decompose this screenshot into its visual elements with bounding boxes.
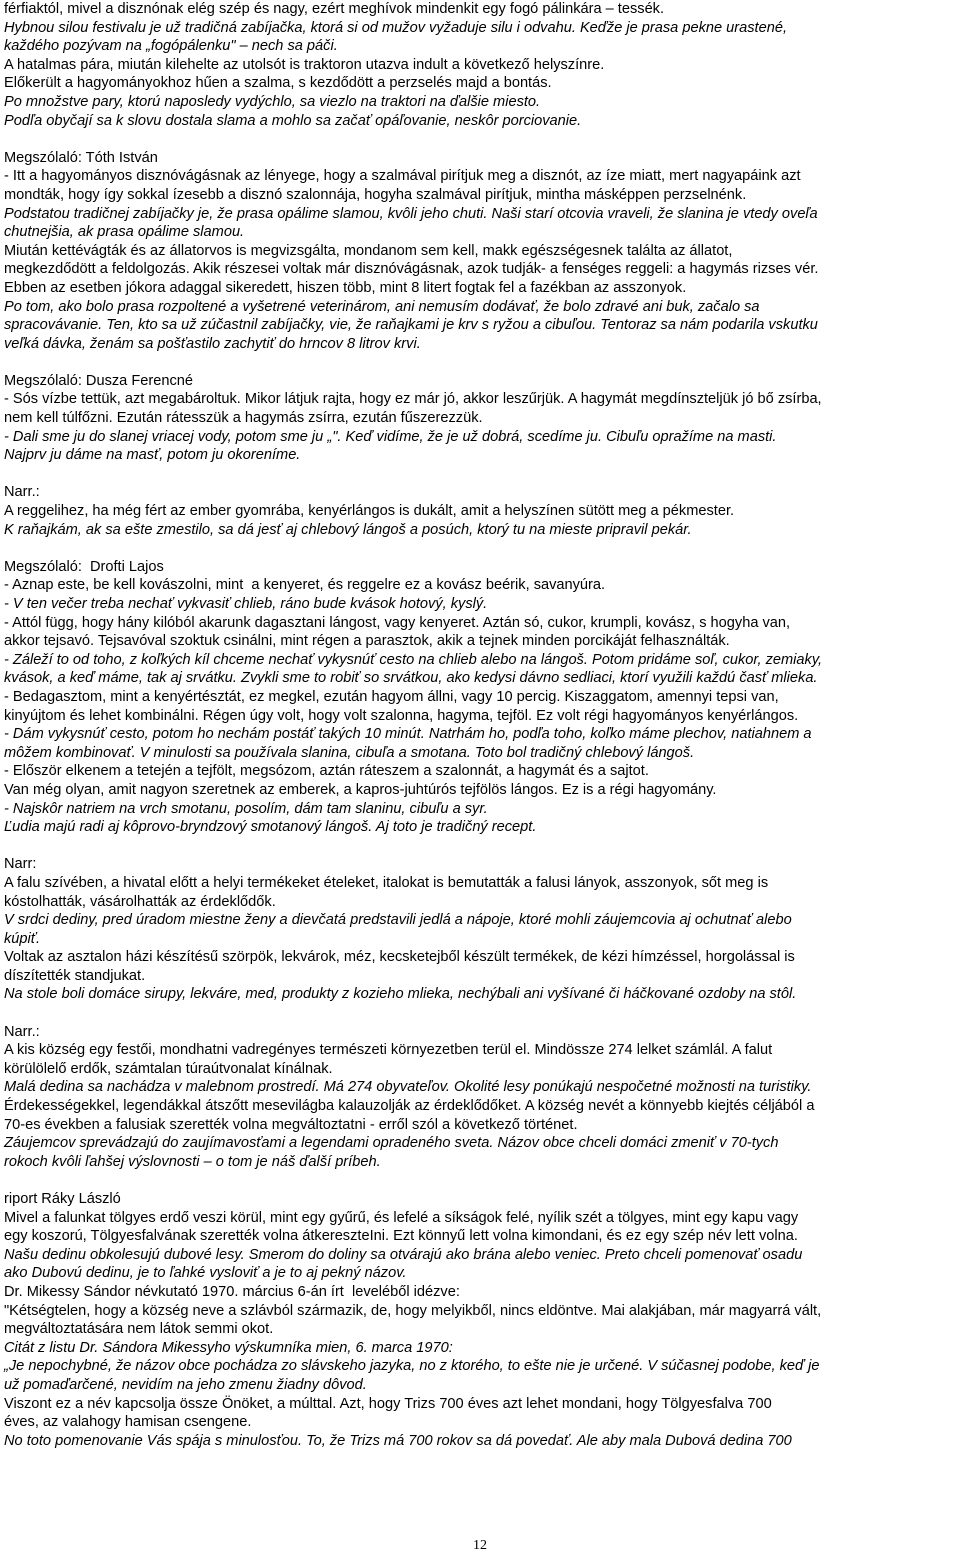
text-line: - Aznap este, be kell kovászolni, mint a kenyeret, és reggelre ez a kovász beérik, savanyúra. xyxy=(4,577,606,594)
slovak-text-line: Našu dedinu obkolesujú dubové lesy. Smerom do doliny sa otvárajú ako brána alebo veniec. Preto chceli pomenovať osadu xyxy=(4,1246,803,1263)
text-line: éves, az valahogy hamisan csengene. xyxy=(4,1414,252,1431)
blank-line xyxy=(4,1171,960,1190)
slovak-text-line: - Najskôr natriem na vrch smotanu, posolím, dám tam slaninu, cibuľu a syr. xyxy=(4,800,488,817)
text-line: Narr.: xyxy=(4,484,40,501)
text-line: Megszólaló: Tóth István xyxy=(4,149,158,166)
text-line: nem kell túlfőzni. Ezután rátesszük a hagymás zsírra, ezután fűszerezzük. xyxy=(4,410,483,427)
slovak-text-line: veľká dávka, ženám sa pošťastilo zachytiť do hrncov 8 litrov krvi. xyxy=(4,335,421,352)
blank-line xyxy=(4,353,960,372)
slovak-text-line: ako Dubovú dedinu, je to ľahké vysloviť a je to aj pekný názov. xyxy=(4,1265,407,1282)
blank-line xyxy=(4,465,960,484)
slovak-text-line: - Záleží to od toho, z koľkých kíl chceme nechať vykysnúť cesto na chlieb alebo na lángoš. Potom pridáme soľ, cukor, zemiaky, xyxy=(4,651,823,668)
slovak-text-line: Záujemcov sprevádzajú do zaujímavosťami a legendami opradeného sveta. Názov obce chceli domáci zmeniť v 70-tych xyxy=(4,1135,779,1152)
text-line: Narr.: xyxy=(4,1023,40,1040)
text-line: - Sós vízbe tettük, azt megabároltuk. Mikor látjuk rajta, hogy ez már jó, akkor leszűrjük. A hagymát megdínszteljük jó bő zsírba, xyxy=(4,391,822,408)
text-line: megkezdődött a feldolgozás. Akik részesei voltak már disznóvágásnak, azok tudják- a fenséges reggeli: a hagymás rizses vér. xyxy=(4,261,819,278)
slovak-text-line: Po množstve pary, ktorú naposledy vydýchlo, sa viezlo na traktori na ďalšie miesto. xyxy=(4,93,541,110)
text-line: Voltak az asztalon házi készítésű szörpök, lekvárok, méz, kecsketejből készült termékek, de kézi hímzéssel, horgolással is xyxy=(4,949,795,966)
text-line: A falu szívében, a hivatal előtt a helyi termékeket ételeket, italokat is bemutatták a falusi lányok, asszonyok, sőt meg is xyxy=(4,874,769,891)
text-line: 70-es években a falusiak szerették volna megváltoztatni - erről szól a következő történet. xyxy=(4,1116,578,1133)
blank-line xyxy=(4,130,960,149)
page-number: 12 xyxy=(473,1538,487,1553)
blank-line xyxy=(4,1004,960,1023)
slovak-text-line: - Dali sme ju do slanej vriacej vody, potom sme ju „". Keď vidíme, že je už dobrá, scedíme ju. Cibuľu opražíme na masti. xyxy=(4,428,777,445)
blank-line xyxy=(4,837,960,856)
slovak-text-line: Ľudia majú radi aj kôprovo-bryndzový smotanový lángoš. Aj toto je tradičný recept. xyxy=(4,819,537,836)
slovak-text-line: - V ten večer treba nechať vykvasiť chlieb, ráno bude kvások hotový, kyslý. xyxy=(4,596,488,612)
text-line: Van még olyan, amit nagyon szeretnek az emberek, a kapros-juhtúrós tejfölös lángos. Ez is a régi hagyomány. xyxy=(4,781,717,798)
slovak-text-line: už pomaďarčené, nevidím na jeho zmenu žiadny dôvod. xyxy=(4,1376,367,1393)
text-line: mondták, hogy így sokkal ízesebb a disznó szalonnája, hogyha szalmával pirítjuk, mintha másképpen perzselnénk. xyxy=(4,186,747,203)
slovak-text-line: spracovávanie. Ten, kto sa už zúčastnil zabíjačky, vie, že raňajkami je krv s ryžou a cibuľou. Tentoraz sa nám podarila vskutku xyxy=(4,317,818,334)
text-line: Megszólaló: Drofti Lajos xyxy=(4,558,164,575)
text-line: díszítették standjukat. xyxy=(4,967,146,984)
slovak-text-line: rokoch kvôli ľahšej výslovnosti – o tom je náš ďalší príbeh. xyxy=(4,1153,381,1170)
slovak-text-line: - Dám vykysnúť cesto, potom ho nechám postáť takých 10 minút. Natrhám ho, podľa toho, koľko máme plechov, natiahnem a xyxy=(4,726,812,743)
slovak-text-line: No toto pomenovanie Vás spája s minulosťou. To, že Trizs má 700 rokov sa dá povedať. Ale aby mala Dubová dedina 700 xyxy=(4,1432,792,1449)
text-line: - Bedagasztom, mint a kenyértésztát, ez megkel, ezután hagyom állni, vagy 10 percig. Kiszaggatom, amennyi tepsi van, xyxy=(4,688,779,705)
text-line: Megszólaló: Dusza Ferencné xyxy=(4,372,193,389)
slovak-text-line: Na stole boli domáce sirupy, lekváre, med, produkty z kozieho mlieka, nechýbali ani vyšívané či háčkované ozdoby na stôl. xyxy=(4,986,797,1003)
slovak-text-line: Po tom, ako bolo prasa rozpoltené a vyšetrené veterinárom, ani nemusím dodávať, že bolo zdravé ani buk, začalo sa xyxy=(4,298,760,315)
text-line: A kis község egy festői, mondhatni vadregényes természeti környezetben terül el. Mindössze 274 lelket számlál. A falut xyxy=(4,1042,773,1059)
text-line: - Itt a hagyományos disznóvágásnak az lényege, hogy a szalmával pirítjuk meg a disznót, az íze miatt, mert nagyapáink azt xyxy=(4,168,801,185)
text-line: riport Ráky László xyxy=(4,1191,121,1207)
text-line: Dr. Mikessy Sándor névkutató 1970. március 6-án írt leveléből idézve: xyxy=(4,1283,460,1300)
text-line: egy koszorú, Tölgyesfalvának szerették volna átkereszteIni. Ezt könnyű lett volna kimondani, és ez egy szép név lett volna. xyxy=(4,1228,798,1245)
slovak-text-line: Podstatou tradičnej zabíjačky je, že prasa opálime slamou, kvôli jeho chuti. Naši starí otcovia vraveli, že slanina je vtedy oveľa xyxy=(4,205,818,222)
blank-line xyxy=(4,539,960,558)
text-line: A reggelihez, ha még fért az ember gyomrába, kenyérlángos is dukált, amit a helyszínen sütött meg a pékmester. xyxy=(4,503,735,520)
text-line: megváltoztatására nem látok semmi okot. xyxy=(4,1321,274,1338)
text-line: - Először elkenem a tetején a tejfölt, megsózom, aztán ráteszem a szalonnát, a hagymát és a sajtot. xyxy=(4,763,649,780)
text-line: körülölelő erdők, számtalan túraútvonalat kínálnak. xyxy=(4,1060,333,1077)
slovak-text-line: V srdci dediny, pred úradom miestne ženy a dievčatá predstavili jedlá a nápoje, ktoré mohli záujemcovia aj ochutnať alebo xyxy=(4,912,792,929)
text-line: akkor tejsavó. Tejsavóval szoktuk csinálni, mint régen a parasztok, akik a tejnek minden porcikáját felhasználták. xyxy=(4,633,730,650)
text-line: Mivel a falunkat tölgyes erdő veszi körül, mint egy gyűrű, és lefelé a síkságok felé, nyílik szét a tölgyes, mint egy kapu vagy xyxy=(4,1209,799,1226)
text-line: Ebben az esetben jókora adaggal sikeredett, hiszen több, mint 8 litert fogtak fel a fazékban az asszonyok. xyxy=(4,279,687,296)
text-line: A hatalmas pára, miután kilehelte az utolsót is traktoron utazva indult a következő helyszínre. xyxy=(4,56,605,73)
text-line: Érdekességekkel, legendákkal átszőtt mesevilágba kalauzolják az érdeklődőket. A község nevét a könnyebb kiejtés céljából a xyxy=(4,1098,815,1115)
text-line: Viszont ez a név kapcsolja össze Önöket, a múlttal. Azt, hogy Trizs 700 éves azt lehet mondani, hogy Tölgyesfalva 700 xyxy=(4,1395,772,1412)
text-line: Előkerült a hagyományokhoz hűen a szalma, s kezdődött a perzselés majd a bontás. xyxy=(4,75,552,92)
slovak-text-line: K raňajkám, ak sa ešte zmestilo, sa dá jesť aj chlebový lángoš a posúch, ktorý tu na mieste pripravil pekár. xyxy=(4,521,692,538)
slovak-text-line: Najprv ju dáme na masť, potom ju okoreníme. xyxy=(4,447,301,464)
slovak-text-line: kvások, a keď máme, tak aj srvátku. Zvykli sme to robiť so srvátkou, ako kedysi dávno sedliaci, ktorí využili každú časť mlieka. xyxy=(4,670,818,687)
slovak-text-line: kúpiť. xyxy=(4,930,40,947)
slovak-text-line: Malá dedina sa nachádza v malebnom prostredí. Má 274 obyvateľov. Okolité lesy ponúkajú nespočetné možnosti na turistiky. xyxy=(4,1079,812,1096)
text-line: - Attól függ, hogy hány kilóból akarunk dagasztani lángost, vagy kenyeret. Aztán só, cukor, krumpli, kovász, s hogyha van, xyxy=(4,614,791,631)
slovak-text-line: chutnejšia, ak prasa opálime slamou. xyxy=(4,224,245,241)
slovak-text-line: každého pozývam na „fogópálenku" – nech sa páči. xyxy=(4,38,338,55)
slovak-text-line: Hybnou silou festivalu je už tradičná zabíjačka, ktorá si od mužov vyžaduje silu i odvahu. Keďže je prasa pekne urastené, xyxy=(4,19,788,36)
page-text-body xyxy=(4,0,960,1450)
text-line: Miután kettévágták és az állatorvos is megvizsgálta, mondanom sem kell, makk egészségesnek találta az állatot, xyxy=(4,242,733,259)
slovak-text-line: „Je nepochybné, že názov obce pochádza zo slávskeho jazyka, no z ktorého, to ešte nie je určené. V súčasnej podobe, keď je xyxy=(4,1358,820,1375)
slovak-text-line: môžem kombinovať. V minulosti sa používala slanina, cibuľa a smotana. Toto bol tradičný chlebový lángoš. xyxy=(4,744,695,761)
slovak-text-line: Podľa obyčají sa k slovu dostala slama a mohlo sa začať opáľovanie, neskôr porciovanie. xyxy=(4,112,582,129)
text-line: kinyújtom és lehet kombinálni. Régen úgy volt, hogy volt szalonna, hagyma, tejföl. Ez volt régi hagyományos kenyérlángos. xyxy=(4,707,799,724)
text-line: Narr: xyxy=(4,856,37,873)
text-line: kóstolhatták, vásárolhatták az érdeklődők. xyxy=(4,893,276,910)
text-line: férfiaktól, mivel a disznónak elég szép és nagy, ezért meghívok mindenkit egy fogó pálinkára – tessék. xyxy=(4,1,665,17)
text-line: "Kétségtelen, hogy a község neve a szlávból származik, de, hogy melyikből, nincs eldöntve. Mai alakjában, már magyarrá vált, xyxy=(4,1302,822,1319)
slovak-text-line: Citát z listu Dr. Sándora Mikessyho výskumníka mien, 6. marca 1970: xyxy=(4,1339,453,1356)
